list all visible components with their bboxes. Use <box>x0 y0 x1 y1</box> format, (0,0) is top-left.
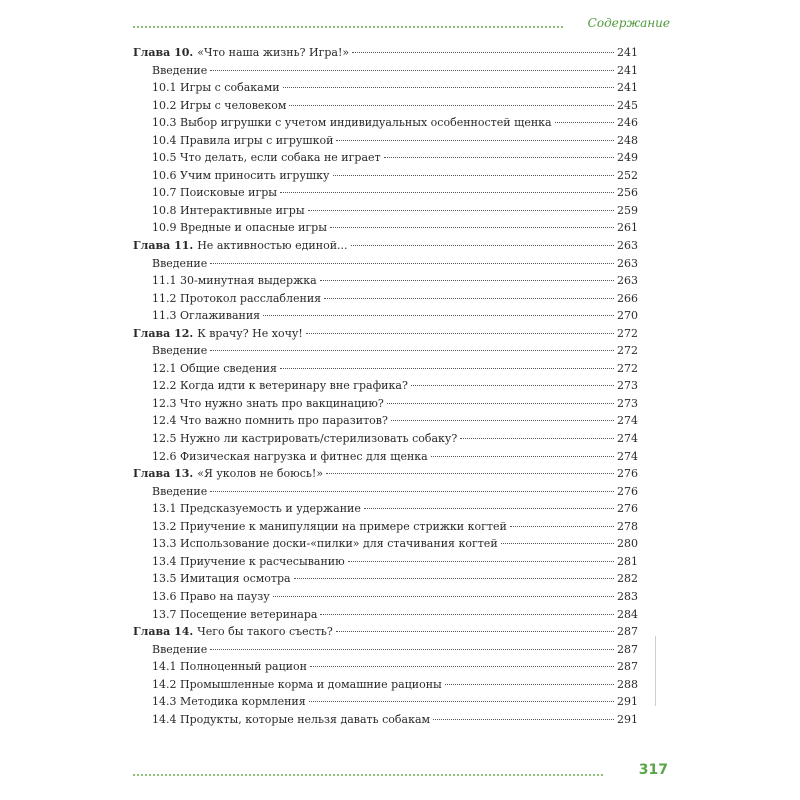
toc-entry-row <box>133 62 638 80</box>
toc-page-number: 276 <box>617 484 638 498</box>
toc-page-number: 274 <box>617 449 638 463</box>
dot-leader <box>308 210 614 211</box>
toc-entry-label: 13.3 Использование доски-«пилки» для стачивания когтей <box>152 537 498 551</box>
toc-entry-label: 12.5 Нужно ли кастрировать/стерилизовать собаку? <box>152 432 458 446</box>
toc-page-number: 241 <box>617 46 638 59</box>
toc-entry-label: Введение <box>152 256 208 270</box>
toc-entry-label: 13.7 Посещение ветеринара <box>152 607 318 621</box>
dot-leader <box>411 385 614 386</box>
toc-entry-row <box>133 430 638 448</box>
dot-leader <box>351 245 614 246</box>
chapter-number: Глава 10. <box>133 46 194 59</box>
margin-mark <box>655 636 656 706</box>
toc-page-number: 284 <box>617 607 638 621</box>
dot-leader <box>280 368 614 369</box>
toc-page-number: 280 <box>617 537 638 551</box>
toc-page-number: 273 <box>617 379 638 393</box>
page-number: 317 <box>638 762 668 778</box>
chapter-title: Чего бы такого съесть? <box>197 625 333 639</box>
dot-leader <box>336 631 614 632</box>
toc-entry-label: 14.2 Промышленные корма и домашние рационы <box>152 677 442 691</box>
toc-page-number: 241 <box>617 81 638 95</box>
toc-page-number: 263 <box>617 274 638 288</box>
toc-entry-label: 13.4 Приучение к расчесыванию <box>152 554 345 568</box>
chapter-title: Не активностью единой... <box>197 239 348 253</box>
chapter-number: Глава 11. <box>133 239 194 253</box>
toc-page-number: 270 <box>617 309 638 323</box>
toc-page-number: 263 <box>617 256 638 270</box>
toc-chapter-row <box>133 237 638 255</box>
toc-entry-label <box>133 465 323 483</box>
dot-leader <box>352 52 614 53</box>
chapter-title: «Что наша жизнь? Игра!» <box>197 46 350 59</box>
toc-entry-label: 10.9 Вредные и опасные игры <box>152 221 327 235</box>
toc-page-number: 248 <box>617 133 638 147</box>
toc-entry-row <box>133 307 638 325</box>
running-header-title: Содержание <box>587 16 670 30</box>
dot-leader <box>289 105 614 106</box>
toc-entry-label: 10.5 Что делать, если собака не играет <box>152 151 381 165</box>
dot-leader <box>431 456 614 457</box>
dot-leader <box>364 508 614 509</box>
table-of-contents <box>133 44 638 728</box>
toc-entry-row <box>133 255 638 273</box>
dot-leader <box>310 666 614 667</box>
toc-page-number: 291 <box>617 712 638 726</box>
toc-entry-row <box>133 149 638 167</box>
header-dotted-rule <box>133 26 563 28</box>
toc-page-number: 273 <box>617 396 638 410</box>
toc-entry-label: Введение <box>152 63 208 77</box>
dot-leader <box>309 701 614 702</box>
dot-leader <box>280 192 614 193</box>
toc-entry-row <box>133 588 638 606</box>
dot-leader <box>391 420 614 421</box>
toc-entry-label: 10.7 Поисковые игры <box>152 186 278 200</box>
chapter-number: Глава 14. <box>133 625 194 639</box>
dot-leader <box>333 175 615 176</box>
toc-entry-label: 10.2 Игры с человеком <box>152 98 287 112</box>
toc-page-number: 245 <box>617 98 638 112</box>
toc-page-number: 256 <box>617 186 638 200</box>
toc-entry-row <box>133 658 638 676</box>
toc-page-number: 259 <box>617 203 638 217</box>
toc-entry-label: 10.8 Интерактивные игры <box>152 203 305 217</box>
toc-page-number: 274 <box>617 414 638 428</box>
toc-chapter-row <box>133 465 638 483</box>
dot-leader <box>433 719 614 720</box>
toc-page-number: 288 <box>617 677 638 691</box>
dot-leader <box>387 403 614 404</box>
chapter-title: «Я уколов не боюсь!» <box>197 467 324 481</box>
chapter-title: К врачу? Не хочу! <box>197 326 303 340</box>
toc-entry-row <box>133 377 638 395</box>
toc-entry-label: 14.3 Методика кормления <box>152 695 306 709</box>
toc-page-number: 287 <box>617 625 638 639</box>
toc-page-number: 276 <box>617 467 638 481</box>
toc-entry-label: 12.1 Общие сведения <box>152 361 277 375</box>
toc-chapter-row <box>133 623 638 641</box>
toc-entry-row <box>133 114 638 132</box>
toc-chapter-row <box>133 325 638 343</box>
toc-entry-label <box>133 325 303 343</box>
toc-entry-label: Введение <box>152 642 208 656</box>
toc-entry-row <box>133 570 638 588</box>
toc-entry-row <box>133 676 638 694</box>
toc-chapter-row <box>133 44 638 62</box>
dot-leader <box>210 350 614 351</box>
toc-entry-row <box>133 360 638 378</box>
toc-entry-label: 11.3 Оглаживания <box>152 309 261 323</box>
toc-entry-row <box>133 79 638 97</box>
toc-entry-row <box>133 535 638 553</box>
running-header <box>133 14 670 34</box>
toc-entry-row <box>133 412 638 430</box>
toc-entry-label: 11.1 30-минутная выдержка <box>152 274 317 288</box>
toc-page-number: 283 <box>617 589 638 603</box>
toc-entry-label: 13.6 Право на паузу <box>152 589 270 603</box>
footer-dotted-rule <box>133 774 603 776</box>
page-footer <box>133 760 670 784</box>
dot-leader <box>326 473 614 474</box>
toc-entry-row <box>133 219 638 237</box>
toc-entry-label <box>133 623 333 641</box>
dot-leader <box>324 298 614 299</box>
toc-page-number: 287 <box>617 642 638 656</box>
toc-page-number: 246 <box>617 116 638 130</box>
toc-entry-row <box>133 641 638 659</box>
toc-page-number: 272 <box>617 344 638 358</box>
dot-leader <box>348 561 614 562</box>
toc-entry-label: 13.2 Приучение к манипуляции на примере стрижки когтей <box>152 519 507 533</box>
toc-page-number: 241 <box>617 63 638 77</box>
toc-page-number: 274 <box>617 432 638 446</box>
toc-entry-label: 12.4 Что важно помнить про паразитов? <box>152 414 388 428</box>
toc-entry-row <box>133 518 638 536</box>
dot-leader <box>210 70 614 71</box>
toc-entry-row <box>133 342 638 360</box>
dot-leader <box>501 543 614 544</box>
toc-page-number: 263 <box>617 239 638 253</box>
dot-leader <box>306 333 614 334</box>
dot-leader <box>283 87 614 88</box>
dot-leader <box>384 157 614 158</box>
chapter-number: Глава 12. <box>133 326 194 340</box>
dot-leader <box>445 684 614 685</box>
toc-entry-row <box>133 711 638 729</box>
dot-leader <box>294 578 614 579</box>
dot-leader <box>510 526 614 527</box>
toc-entry-row <box>133 202 638 220</box>
toc-entry-label: 12.2 Когда идти к ветеринару вне графика? <box>152 379 408 393</box>
toc-entry-row <box>133 448 638 466</box>
toc-entry-row <box>133 167 638 185</box>
toc-entry-label: 13.5 Имитация осмотра <box>152 572 291 586</box>
toc-page-number: 281 <box>617 554 638 568</box>
toc-entry-label <box>133 44 349 62</box>
toc-entry-row <box>133 272 638 290</box>
toc-entry-label: Введение <box>152 484 208 498</box>
dot-leader <box>210 263 614 264</box>
toc-entry-row <box>133 184 638 202</box>
toc-page-number: 291 <box>617 695 638 709</box>
toc-page-number: 272 <box>617 326 638 340</box>
dot-leader <box>330 227 614 228</box>
toc-entry-row <box>133 553 638 571</box>
dot-leader <box>273 596 614 597</box>
dot-leader <box>555 122 614 123</box>
toc-entry-label: 14.1 Полноценный рацион <box>152 660 307 674</box>
toc-entry-label: 10.4 Правила игры с игрушкой <box>152 133 334 147</box>
dot-leader <box>320 614 614 615</box>
toc-entry-label <box>133 237 348 255</box>
toc-page-number: 266 <box>617 291 638 305</box>
toc-page-number: 287 <box>617 660 638 674</box>
toc-entry-label: 12.3 Что нужно знать про вакцинацию? <box>152 396 384 410</box>
toc-page-number: 261 <box>617 221 638 235</box>
toc-entry-label: 10.3 Выбор игрушки с учетом индивидуальных особенностей щенка <box>152 116 552 130</box>
toc-entry-label: 10.1 Игры с собаками <box>152 81 280 95</box>
toc-page-number: 278 <box>617 519 638 533</box>
dot-leader <box>263 315 614 316</box>
dot-leader <box>320 280 614 281</box>
toc-entry-label: 11.2 Протокол расслабления <box>152 291 322 305</box>
toc-entry-row <box>133 693 638 711</box>
toc-entry-row <box>133 97 638 115</box>
toc-entry-label: 14.4 Продукты, которые нельзя давать собакам <box>152 712 431 726</box>
toc-page-number: 249 <box>617 151 638 165</box>
toc-entry-label: 10.6 Учим приносить игрушку <box>152 168 330 182</box>
toc-entry-row <box>133 483 638 501</box>
dot-leader <box>336 140 614 141</box>
toc-page-number: 272 <box>617 361 638 375</box>
dot-leader <box>210 491 614 492</box>
toc-entry-row <box>133 290 638 308</box>
dot-leader <box>210 649 614 650</box>
toc-entry-label: Введение <box>152 344 208 358</box>
toc-page-number: 276 <box>617 502 638 516</box>
toc-entry-row <box>133 500 638 518</box>
toc-entry-label: 12.6 Физическая нагрузка и фитнес для щенка <box>152 449 428 463</box>
toc-entry-row <box>133 395 638 413</box>
toc-entry-label: 13.1 Предсказуемость и удержание <box>152 502 361 516</box>
toc-page-number: 282 <box>617 572 638 586</box>
toc-page-number: 252 <box>617 168 638 182</box>
chapter-number: Глава 13. <box>133 467 194 481</box>
toc-entry-row <box>133 132 638 150</box>
toc-entry-row <box>133 606 638 624</box>
dot-leader <box>460 438 614 439</box>
